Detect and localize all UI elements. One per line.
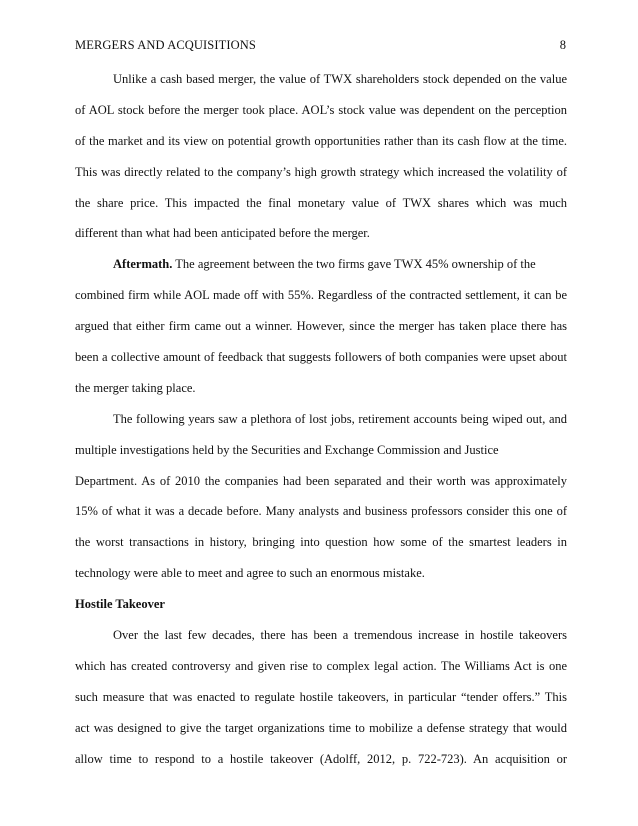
paragraph-2-line: argued that either firm came out a winner. However, since the merger has taken place there has: [75, 319, 567, 334]
paragraph-3-line: technology were able to meet and agree to such an enormous mistake.: [75, 566, 425, 581]
paragraph-3-line: The following years saw a plethora of lost jobs, retirement accounts being wiped out, and: [113, 411, 567, 426]
section-heading: Hostile Takeover: [75, 597, 165, 612]
paragraph-1-line: of AOL stock before the merger took place. AOL’s stock value was dependent on the perception: [75, 102, 567, 117]
paragraph-1-line: the share price. This impacted the final monetary value of TWX shares which was much: [75, 195, 567, 210]
paragraph-3-line: Department. As of 2010 the companies had been separated and their worth was approximately: [75, 473, 567, 488]
running-head: MERGERS AND ACQUISITIONS: [75, 38, 256, 52]
paragraph-3-line: 15% of what it was a decade before. Many analysts and business professors consider this one of: [75, 504, 567, 519]
body-text: [75, 70, 567, 780]
paragraph-1-line: Unlike a cash based merger, the value of TWX shareholders stock depended on the value: [113, 72, 567, 86]
paragraph-3-line: multiple investigations held by the Securities and Exchange Commission and Justice: [75, 442, 499, 457]
paragraph-4-line: act was designed to give the target organizations time to mobilize a defense strategy that would: [75, 720, 567, 735]
paragraph-4-line: which has created controversy and given rise to complex legal action. The Williams Act is one: [75, 658, 567, 673]
paragraph-1-line: This was directly related to the company’s high growth strategy which increased the volatility of: [75, 164, 567, 179]
paragraph-1-line: different than what had been anticipated before the merger.: [75, 226, 370, 241]
aftermath-heading: Aftermath.: [113, 257, 173, 272]
paragraph-2-first-line: [75, 255, 567, 286]
paragraph-2-line: the merger taking place.: [75, 380, 196, 395]
paragraph-4-line: Over the last few decades, there has been a tremendous increase in hostile takeovers: [113, 628, 567, 643]
paragraph-2-line: combined firm while AOL made off with 55%. Regardless of the contracted settlement, it can be: [75, 288, 567, 303]
page-number: 8: [559, 38, 566, 52]
paragraph-2-first-line-text: The agreement between the two firms gave TWX 45% ownership of the: [172, 257, 536, 272]
paragraph-4-line: such measure that was enacted to regulate hostile takeovers, in particular “tender offers.” This: [75, 689, 567, 704]
paragraph-1-line: of the market and its view on potential growth opportunities rather than its cash flow at the time.: [75, 133, 567, 148]
paragraph-2-line: been a collective amount of feedback that suggests followers of both companies were upset about: [75, 350, 567, 365]
paragraph-4-line: allow time to respond to a hostile takeover (Adolff, 2012, p. 722-723). An acquisition or: [75, 751, 567, 766]
paragraph-3-line: the worst transactions in history, bringing into question how some of the smartest leaders in: [75, 535, 567, 550]
